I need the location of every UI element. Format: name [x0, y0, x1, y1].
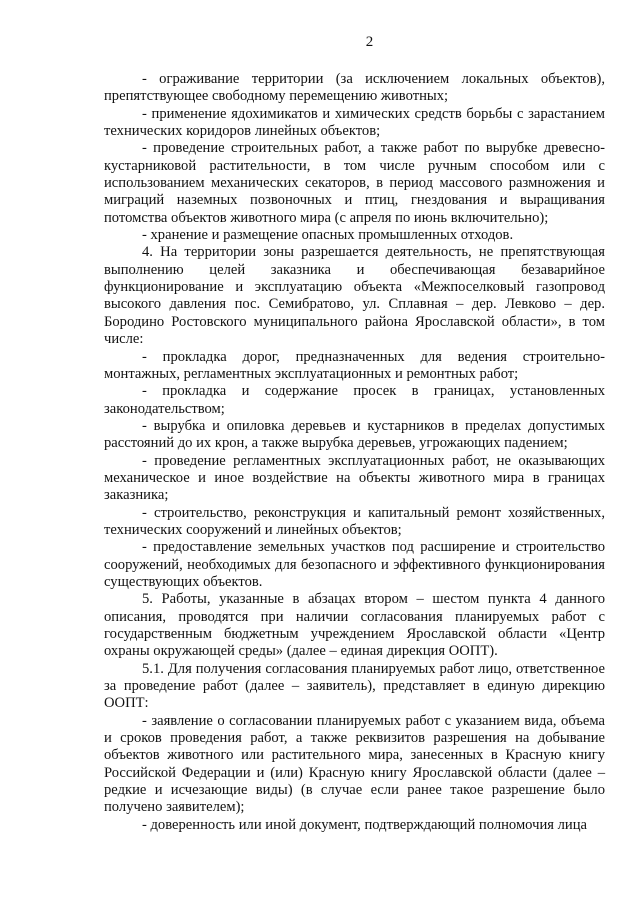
paragraph-waste-storage: - хранение и размещение опасных промышленных отходов. [142, 227, 514, 244]
paragraph-tree-cutting: - вырубка и опиловка деревьев и кустарников в пределах допустимых расстояний до их крон, а также вырубка деревьев, угрожающих падением; [104, 417, 605, 452]
paragraph-construction-season: - проведение строительных работ, а также работ по вырубке древесно-кустарниковой растительности, в том числе ручным способом или с использованием механических секаторов, в период массового размножения и миграций наземных позвоночных и птиц, гнездования и выращивания потомства объектов животного мира (с апреля по июнь включительно); [104, 140, 605, 226]
paragraph-maintenance-works: - проведение регламентных эксплуатационных работ, не оказывающих механическое и иное воздействие на объекты животного мира в границах заказника; [104, 452, 605, 504]
paragraph-application: - заявление о согласовании планируемых работ с указанием вида, объема и сроков проведения работ, а также реквизитов разрешения на добывание объектов животного или растительного мира, занесенных в Красную книгу Российской Федерации и (или) Красную книгу Ярославской области (далее – редкие и исчезающие виды) (в случае если ранее такое разрешение было получено заявителем); [104, 712, 605, 816]
paragraph-land-plots: - предоставление земельных участков под расширение и строительство сооружений, необходимых для безопасного и эффективного функционирования существующих объектов. [104, 539, 605, 590]
paragraph-item-4: 4. На территории зоны разрешается деятельность, не препятствующая выполнению целей заказника и обеспечивающая безаварийное функционирование и эксплуатацию объекта «Межпоселковый газопровод высокого давления пос. Семибратово, ул. Сплавная – дер. Левково – дер. Бородино Ростовского муниципального района Ярославской области», в том числе: [104, 244, 605, 348]
paragraph-item-5-1: 5.1. Для получения согласования планируемых работ лицо, ответственное за проведение работ (далее – заявитель), представляет в единую дирекцию ООПТ: [104, 660, 605, 712]
paragraph-roads: - прокладка дорог, предназначенных для ведения строительно-монтажных, регламентных эксплуатационных и ремонтных работ; [104, 348, 605, 382]
page-number: 2 [365, 34, 374, 50]
paragraph-pesticides: - применение ядохимикатов и химических средств борьбы с зарастанием технических коридоров линейных объектов; [104, 105, 605, 140]
paragraph-item-5: 5. Работы, указанные в абзацах втором – шестом пункта 4 данного описания, проводятся при наличии согласования планируемых работ с государственным бюджетным учреждением Ярославской области «Центр охраны окружающей среды» (далее – единая дирекция ООПТ). [104, 591, 605, 660]
paragraph-capital-repair: - строительство, реконструкция и капитальный ремонт хозяйственных, технических сооружений и линейных объектов; [104, 504, 605, 538]
paragraph-clearings: - прокладка и содержание просек в границах, установленных законодательством; [104, 383, 605, 417]
paragraph-power-of-attorney: - доверенность или иной документ, подтверждающий полномочия лица [142, 816, 587, 833]
paragraph-fencing: - ограживание территории (за исключением локальных объектов), препятствующее свободному перемещению животных; [104, 71, 605, 105]
